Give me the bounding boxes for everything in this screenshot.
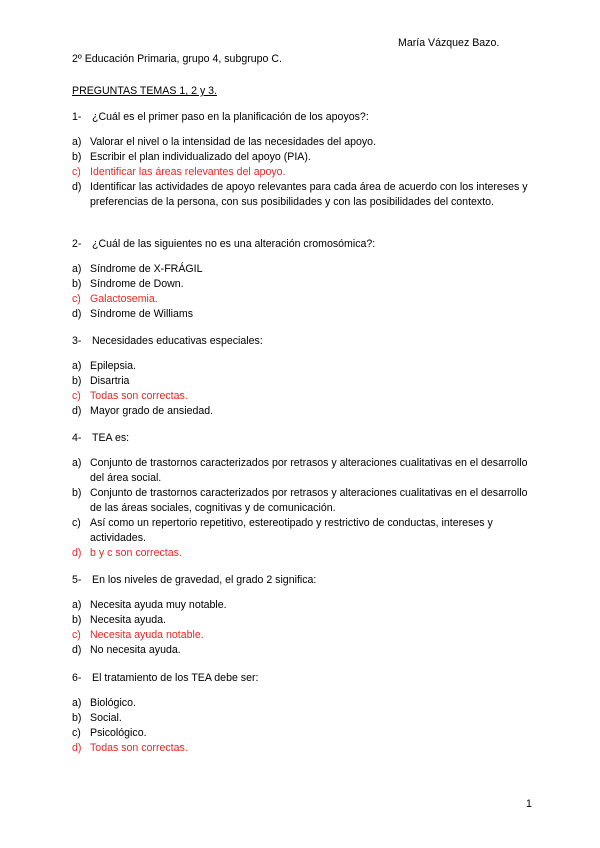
answer-option: a) Síndrome de X-FRÁGIL [72, 263, 203, 275]
course-info: 2º Educación Primaria, grupo 4, subgrupo C. [72, 53, 282, 65]
question-number: 2- [72, 238, 82, 250]
answer-option: a) Valorar el nivel o la intensidad de las necesidades del apoyo. [72, 136, 377, 148]
question-6 [72, 672, 532, 756]
question-text: En los niveles de gravedad, el grado 2 significa: [92, 574, 317, 586]
answer-option: d) Identificar las actividades de apoyo relevantes para cada área de acuerdo con los intereses y preferencias de la persona, con sus posibilidades y con las posibilidades del contexto. [72, 181, 528, 208]
correct-answer-option: d) b y c son correctas. [72, 547, 182, 559]
answer-option: c) Psicológico. [72, 727, 147, 739]
answer-option: b) Escribir el plan individualizado del apoyo (PIA). [72, 151, 311, 163]
correct-answer-option: c) Todas son correctas. [72, 390, 188, 402]
answer-option: a) Biológico. [72, 697, 136, 709]
correct-answer-option: d) Todas son correctas. [72, 742, 188, 754]
question-text: TEA es: [92, 432, 130, 444]
question-text: Necesidades educativas especiales: [92, 335, 263, 347]
author-name: María Vázquez Bazo. [398, 37, 500, 49]
section-title: PREGUNTAS TEMAS 1, 2 y 3. [72, 85, 218, 97]
correct-answer-option: c) Necesita ayuda notable. [72, 629, 204, 641]
question-text: ¿Cuál de las siguientes no es una alteración cromosómica?: [92, 238, 376, 250]
answer-option: c) Así como un repertorio repetitivo, estereotipado y restrictivo de conductas, intereses y actividades. [72, 517, 493, 544]
answer-option: d) Mayor grado de ansiedad. [72, 405, 214, 417]
question-1 [72, 111, 532, 210]
answer-option: b) Social. [72, 712, 122, 724]
question-text: El tratamiento de los TEA debe ser: [92, 672, 259, 684]
question-number: 3- [72, 335, 82, 347]
question-3 [72, 335, 532, 419]
question-5 [72, 574, 532, 658]
answer-option: b) Necesita ayuda. [72, 614, 166, 626]
question-4 [72, 432, 532, 561]
page-number: 1 [526, 798, 532, 810]
answer-option: a) Epilepsia. [72, 360, 136, 372]
correct-answer-option: c) Galactosemia. [72, 293, 158, 305]
answer-option: b) Síndrome de Down. [72, 278, 184, 290]
correct-answer-option: c) Identificar las áreas relevantes del apoyo. [72, 166, 286, 178]
question-2 [72, 238, 532, 322]
answer-option: d) No necesita ayuda. [72, 644, 181, 656]
question-number: 6- [72, 672, 82, 684]
answer-option: a) Conjunto de trastornos caracterizados por retrasos y alteraciones cualitativas en el desarrollo del área social. [72, 457, 528, 484]
answer-option: a) Necesita ayuda muy notable. [72, 599, 227, 611]
question-number: 4- [72, 432, 82, 444]
answer-option: b) Disartria [72, 375, 130, 387]
answer-option: d) Síndrome de Williams [72, 308, 194, 320]
question-number: 1- [72, 111, 82, 123]
question-number: 5- [72, 574, 82, 586]
question-text: ¿Cuál es el primer paso en la planificación de los apoyos?: [92, 111, 369, 123]
answer-option: b) Conjunto de trastornos caracterizados por retrasos y alteraciones cualitativas en el desarrollo de las áreas sociales, cognitivas y de comunicación. [72, 487, 528, 514]
